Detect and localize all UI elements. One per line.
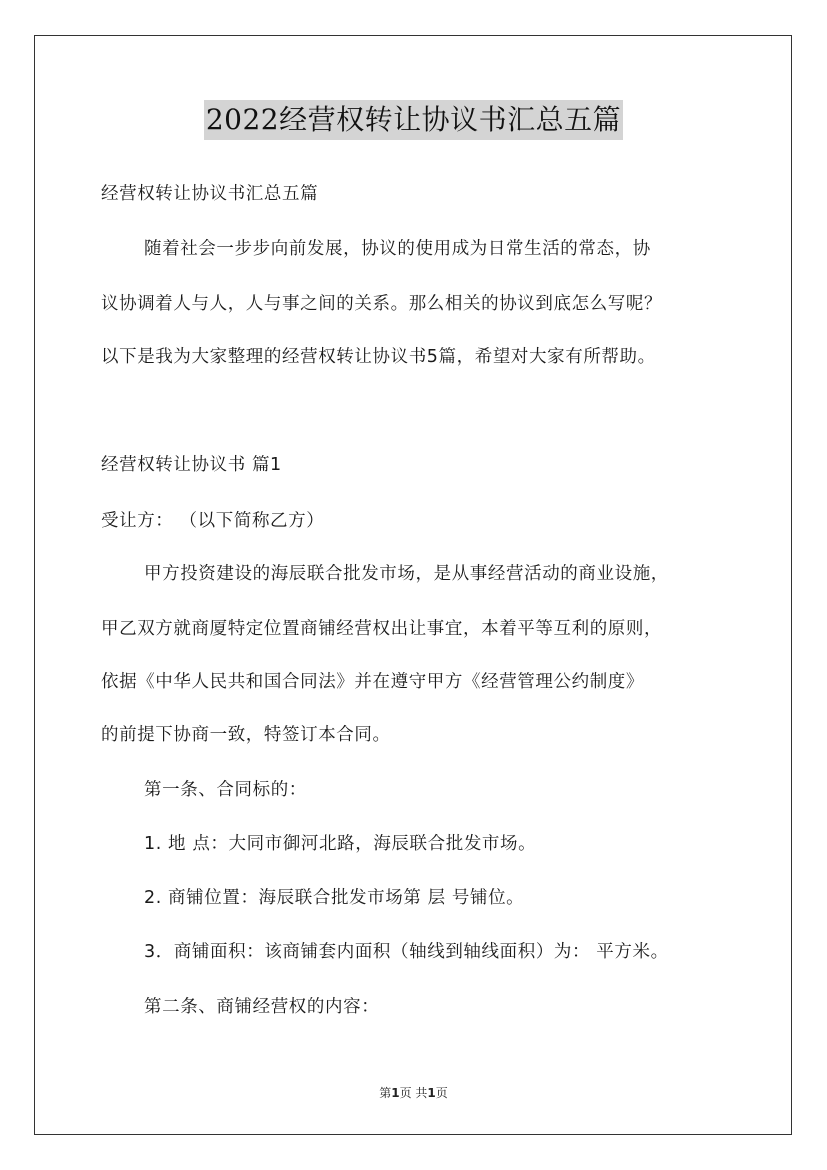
- footer-page-total: 1: [427, 1086, 436, 1100]
- para-line-3: 依据《中华人民共和国合同法》并在遵守甲方《经营管理公约制度》: [101, 672, 644, 692]
- intro-line-3: 以下是我为大家整理的经营权转让协议书5篇，希望对大家有所帮助。: [101, 347, 656, 367]
- title-container: [0, 100, 827, 140]
- list-item-position: 2. 商铺位置：海辰联合批发市场第 层 号铺位。: [144, 888, 525, 908]
- page-footer: [0, 1084, 827, 1101]
- list-item-area: 3．商铺面积：该商铺套内面积（轴线到轴线面积）为： 平方米。: [144, 942, 669, 962]
- para-line-2: 甲乙双方就商厦特定位置商铺经营权出让事宜，本着平等互利的原则，: [101, 619, 663, 639]
- intro-line-2: 议协调着人与人，人与事之间的关系。那么相关的协议到底怎么写呢？: [101, 294, 663, 314]
- article-2-heading: 第二条、商铺经营权的内容：: [144, 997, 380, 1017]
- article-1-heading: 第一条、合同标的：: [144, 780, 307, 800]
- para-line-4: 的前提下协商一致，特签订本合同。: [101, 725, 391, 745]
- footer-prefix: 第: [379, 1086, 392, 1100]
- footer-suffix: 页: [435, 1086, 448, 1100]
- intro-line-1: 随着社会一步步向前发展，协议的使用成为日常生活的常态，协: [144, 239, 651, 259]
- party-b-line: 受让方： （以下简称乙方）: [101, 511, 325, 531]
- document-title: 2022经营权转让协议书汇总五篇: [204, 100, 623, 140]
- list-item-location: 1. 地 点：大同市御河北路，海辰联合批发市场。: [144, 834, 537, 854]
- section-heading: 经营权转让协议书 篇1: [101, 455, 282, 475]
- document-subtitle: 经营权转让协议书汇总五篇: [101, 184, 319, 204]
- footer-page-number: 1: [391, 1086, 400, 1100]
- para-line-1: 甲方投资建设的海辰联合批发市场，是从事经营活动的商业设施，: [144, 564, 669, 584]
- footer-mid: 页 共: [399, 1086, 428, 1100]
